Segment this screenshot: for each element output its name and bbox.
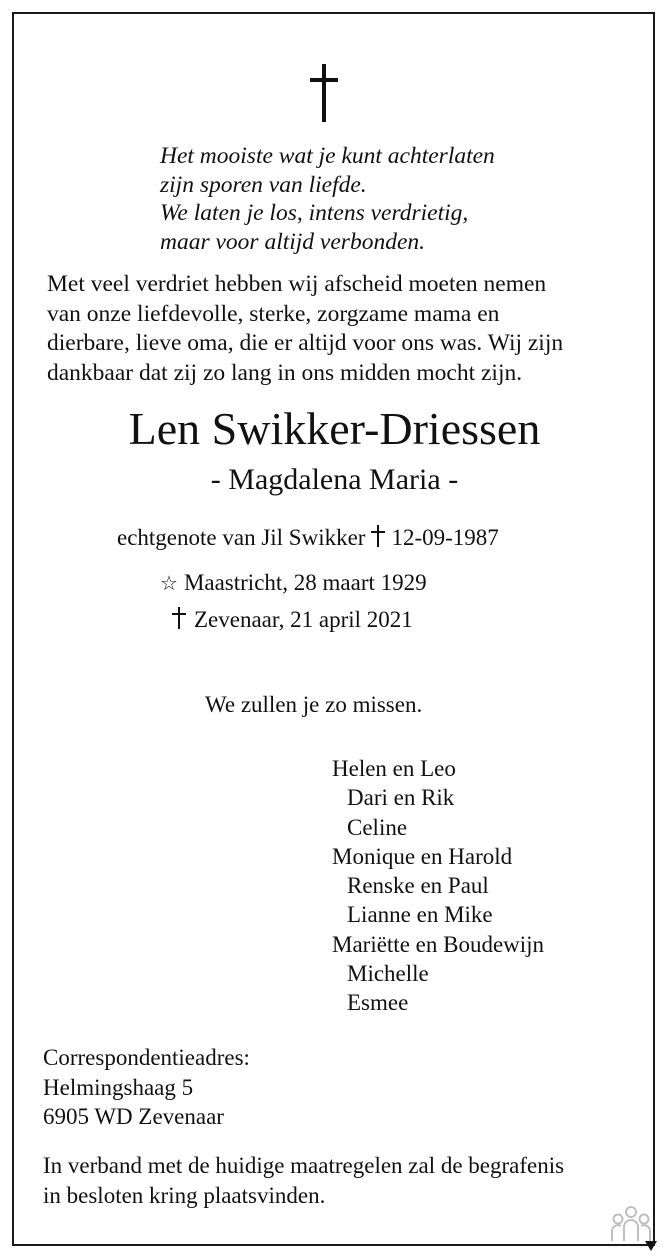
people-group-icon [608,1203,654,1245]
death-line [172,605,413,635]
spouse-line [117,523,499,553]
cross-icon [172,607,186,629]
poem-line: Het mooiste wat je kunt achterlaten [160,143,495,169]
note-line: in besloten kring plaatsvinden. [43,1182,326,1208]
birth-line [160,568,427,598]
poem-line: maar voor altijd verbonden. [160,228,425,255]
poem-line: zijn sporen van liefde. [160,171,367,198]
intro-line: dankbaar dat zij zo lang in ons midden mocht zijn. [47,359,523,386]
death-place-date: Zevenaar, 21 april 2021 [194,607,413,632]
deceased-full-name: - Magdalena Maria - [210,463,459,496]
intro-line: dierbare, lieve oma, die er altijd voor ons was. Wij zijn [47,330,564,356]
note-line: In verband met de huidige maatregelen zal de begrafenis [43,1153,565,1178]
star-icon: ☆ [160,571,178,595]
birth-place-date: Maastricht, 28 maart 1929 [183,570,427,595]
spouse-text: echtgenote van Jil Swikker [117,525,366,550]
correspondence-city: 6905 WD Zevenaar [43,1104,224,1129]
deceased-name: Len Swikker-Driessen [128,403,541,454]
family-member: Mariëtte en Boudewijn [332,931,545,957]
family-member: Renske en Paul [347,873,489,899]
family-member: Michelle [347,961,429,987]
poem-line: We laten je los, intens verdrietig, [160,200,469,226]
family-member: Monique en Harold [332,843,513,869]
closing-line: We zullen je zo missen. [205,692,423,717]
family-member: Helen en Leo [332,756,456,781]
spouse-death-date: 12-09-1987 [391,525,499,550]
family-member: Celine [347,814,408,840]
intro-text [47,270,563,388]
family-member: Dari en Rik [347,785,455,811]
correspondence-street: Helmingshaag 5 [43,1074,194,1100]
poem [160,142,495,256]
cross-icon [371,525,385,547]
cross-icon [305,64,343,122]
intro-line: Met veel verdriet hebben wij afscheid moeten nemen [47,271,547,297]
intro-line: van onze liefdevolle, sterke, zorgzame mama en [47,300,500,327]
family-member: Esmee [347,990,409,1016]
family-list [332,754,544,1018]
correspondence-address [43,1043,250,1132]
correspondence-label: Correspondentieadres: [43,1045,250,1070]
family-member: Lianne en Mike [347,902,493,928]
funeral-note [43,1151,564,1210]
down-arrow-icon[interactable] [645,1241,657,1251]
